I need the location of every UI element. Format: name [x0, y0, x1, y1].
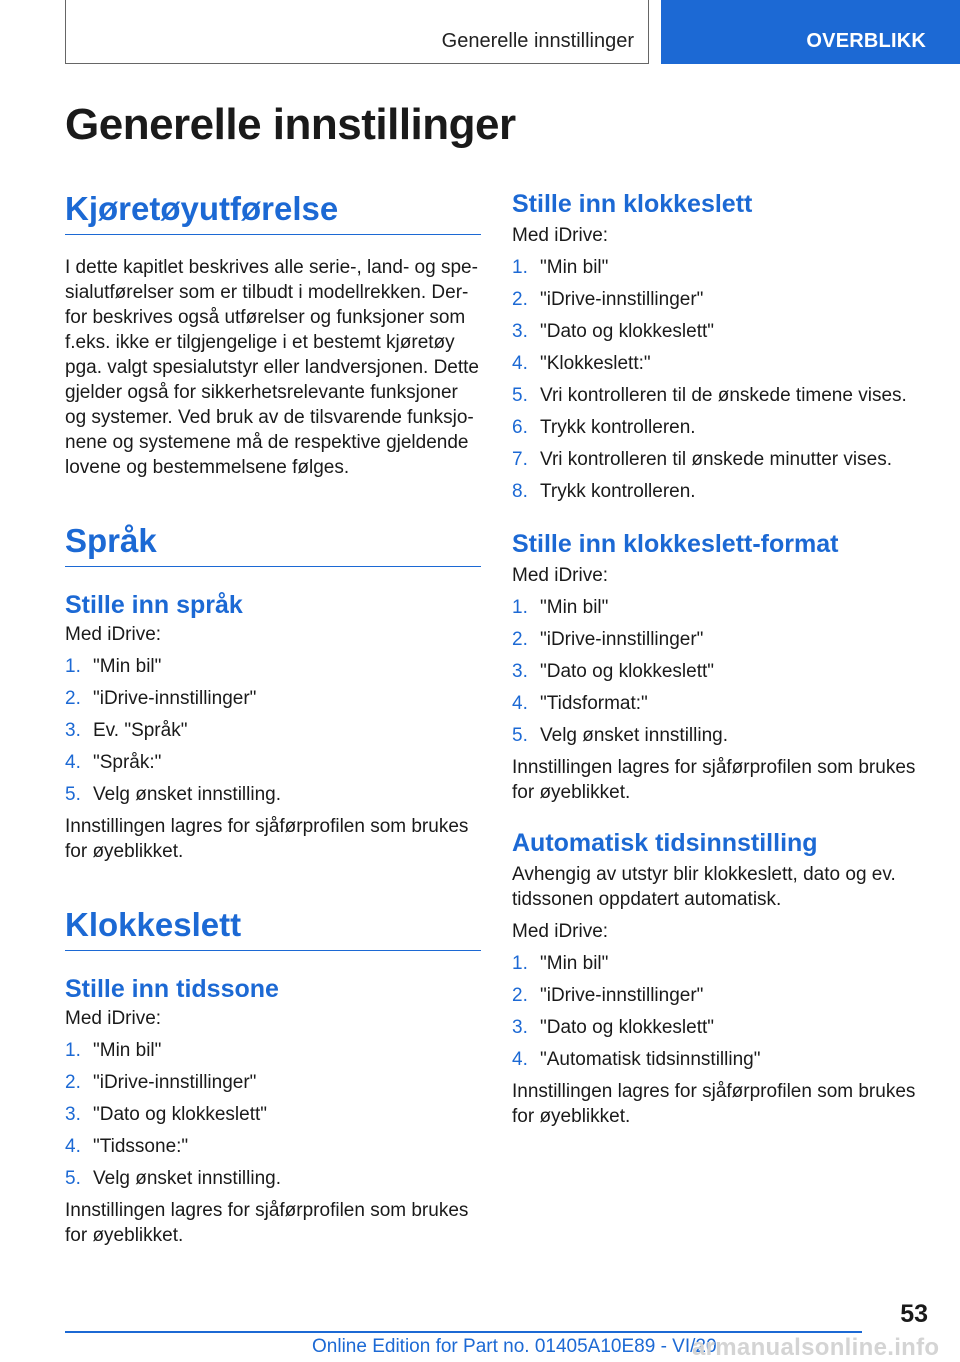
header-tab-overview[interactable] [661, 0, 960, 64]
list-item-text: Vri kontrolleren til ønskede minutter vises. [540, 449, 892, 470]
list-item [512, 691, 922, 716]
list-item-text: "iDrive-innstillinger" [540, 629, 704, 650]
time-format-intro: Med iDrive: [512, 565, 609, 586]
list-item-number: 1. [65, 1040, 81, 1061]
list-item-text: Velg ønsket innstilling. [540, 725, 728, 746]
list-item-text: "Dato og klokkeslett" [540, 321, 715, 342]
list-item [65, 1134, 481, 1159]
list-item-number: 5. [512, 385, 528, 406]
list-item [65, 1102, 481, 1127]
list-item [512, 1015, 922, 1040]
list-item-number: 2. [65, 688, 81, 709]
right-column [512, 190, 922, 1129]
footer-divider [65, 1331, 862, 1333]
list-item-number: 5. [65, 784, 81, 805]
list-item [512, 627, 922, 652]
list-item [512, 723, 922, 748]
list-item-number: 4. [512, 353, 528, 374]
list-item-text: Trykk kontrolleren. [540, 417, 696, 438]
list-item [512, 983, 922, 1008]
list-item [65, 654, 481, 679]
heading-clock: Klokkeslett [65, 906, 481, 951]
list-item-number: 7. [512, 449, 528, 470]
list-item [512, 951, 922, 976]
list-item-text: "Klokkeslett:" [540, 353, 651, 374]
list-item-text: Velg ønsket innstilling. [93, 1168, 281, 1189]
list-item [512, 479, 922, 504]
list-item-text: "iDrive-innstillinger" [540, 985, 704, 1006]
heading-language: Språk [65, 522, 481, 567]
time-format-steps [512, 595, 922, 748]
list-item [512, 287, 922, 312]
list-item-text: Ev. "Språk" [93, 720, 188, 741]
set-time-steps [512, 255, 922, 504]
list-item [65, 1166, 481, 1191]
page-title: Generelle innstillinger [65, 100, 516, 149]
list-item-number: 8. [512, 481, 528, 502]
header-tab-label: OVERBLIKK [806, 30, 926, 52]
list-item-number: 1. [65, 656, 81, 677]
list-item-text: "Min bil" [93, 656, 162, 677]
list-item-text: "Tidssone:" [93, 1136, 189, 1157]
list-item-text: "iDrive-innstillinger" [93, 1072, 257, 1093]
list-item [65, 782, 481, 807]
list-item-text: "Dato og klokkeslett" [93, 1104, 268, 1125]
list-item [512, 383, 922, 408]
list-item [512, 595, 922, 620]
timezone-intro: Med iDrive: [65, 1008, 162, 1029]
header-section-title: Generelle innstillinger [441, 30, 634, 52]
list-item-text: "Språk:" [93, 752, 162, 773]
list-item-text: Trykk kontrolleren. [540, 481, 696, 502]
page-number: 53 [900, 1300, 928, 1328]
list-item-number: 2. [512, 289, 528, 310]
list-item-text: Vri kontrolleren til de ønskede timene vises. [540, 385, 907, 406]
auto-time-intro: Med iDrive: [512, 921, 609, 942]
auto-time-steps [512, 951, 922, 1072]
list-item-number: 4. [65, 1136, 81, 1157]
list-item-number: 3. [512, 321, 528, 342]
list-item-text: "Dato og klokkeslett" [540, 661, 715, 682]
list-item-text: "Min bil" [540, 597, 609, 618]
list-item-number: 5. [512, 725, 528, 746]
subheading-set-time: Stille inn klokkeslett [512, 190, 753, 218]
list-item [512, 415, 922, 440]
auto-time-note: Innstillingen lagres for sjåførprofilen som brukes for øyeblikket. [512, 1081, 916, 1127]
left-column [65, 190, 481, 1248]
list-item-number: 6. [512, 417, 528, 438]
list-item-number: 1. [512, 597, 528, 618]
list-item-number: 1. [512, 257, 528, 278]
list-item-number: 4. [65, 752, 81, 773]
list-item [65, 1038, 481, 1063]
list-item [512, 255, 922, 280]
vehicle-version-body: I dette kapitlet beskrives alle serie-, land- og spe- sialutførelser som er tilbudt i modellrekken. Der- for beskrives også utførelser og funksjoner som f.eks. ikke er tilgjengelige i et bestemt kjøretøy pga. valgt spesialutstyr eller landversjonen. Dette gjelder også for sikkerhetsrelevante funksjoner og systemer. Ved bruk av de tilsvarende funksjo- nene og systemene må de respektive gjeldende lovene og bestemmelsene følges. [65, 257, 480, 478]
set-time-intro: Med iDrive: [512, 225, 609, 246]
list-item-text: "Tidsformat:" [540, 693, 648, 714]
timezone-steps [65, 1038, 481, 1191]
list-item-text: "Automatisk tidsinnstilling" [540, 1049, 761, 1070]
list-item [512, 319, 922, 344]
header-section-box [65, 0, 649, 64]
list-item-number: 4. [512, 1049, 528, 1070]
list-item [512, 447, 922, 472]
subheading-auto-time: Automatisk tidsinnstilling [512, 829, 818, 857]
language-steps [65, 654, 481, 807]
language-note: Innstillingen lagres for sjåførprofilen som brukes for øyeblikket. [65, 816, 469, 862]
list-item [65, 1070, 481, 1095]
subheading-set-timezone: Stille inn tidssone [65, 975, 279, 1003]
list-item-number: 3. [65, 1104, 81, 1125]
language-intro: Med iDrive: [65, 624, 162, 645]
list-item-number: 1. [512, 953, 528, 974]
list-item-number: 4. [512, 693, 528, 714]
list-item [512, 659, 922, 684]
list-item-text: "iDrive-innstillinger" [93, 688, 257, 709]
time-format-note: Innstillingen lagres for sjåførprofilen som brukes for øyeblikket. [512, 757, 916, 803]
list-item-number: 3. [65, 720, 81, 741]
list-item-number: 3. [512, 661, 528, 682]
list-item-text: "Min bil" [93, 1040, 162, 1061]
list-item-number: 5. [65, 1168, 81, 1189]
auto-time-body: Avhengig av utstyr blir klokkeslett, dato og ev. tidssonen oppdatert automatisk. [512, 864, 896, 910]
list-item-text: "Min bil" [540, 257, 609, 278]
subheading-time-format: Stille inn klokkeslett-format [512, 530, 839, 558]
heading-vehicle-version: Kjøretøyutførelse [65, 190, 481, 235]
list-item [512, 1047, 922, 1072]
list-item-number: 2. [512, 629, 528, 650]
list-item [512, 351, 922, 376]
list-item [65, 750, 481, 775]
list-item [65, 686, 481, 711]
list-item-text: "Min bil" [540, 953, 609, 974]
list-item-number: 2. [512, 985, 528, 1006]
list-item-number: 3. [512, 1017, 528, 1038]
list-item [65, 718, 481, 743]
subheading-set-language: Stille inn språk [65, 591, 243, 619]
list-item-number: 2. [65, 1072, 81, 1093]
list-item-text: Velg ønsket innstilling. [93, 784, 281, 805]
watermark-logo: armanualsonline.info [692, 1334, 940, 1361]
footer-edition: Online Edition for Part no. 01405A10E89 - VI/20 [312, 1336, 717, 1357]
timezone-note: Innstillingen lagres for sjåførprofilen som brukes for øyeblikket. [65, 1200, 469, 1246]
list-item-text: "iDrive-innstillinger" [540, 289, 704, 310]
list-item-text: "Dato og klokkeslett" [540, 1017, 715, 1038]
